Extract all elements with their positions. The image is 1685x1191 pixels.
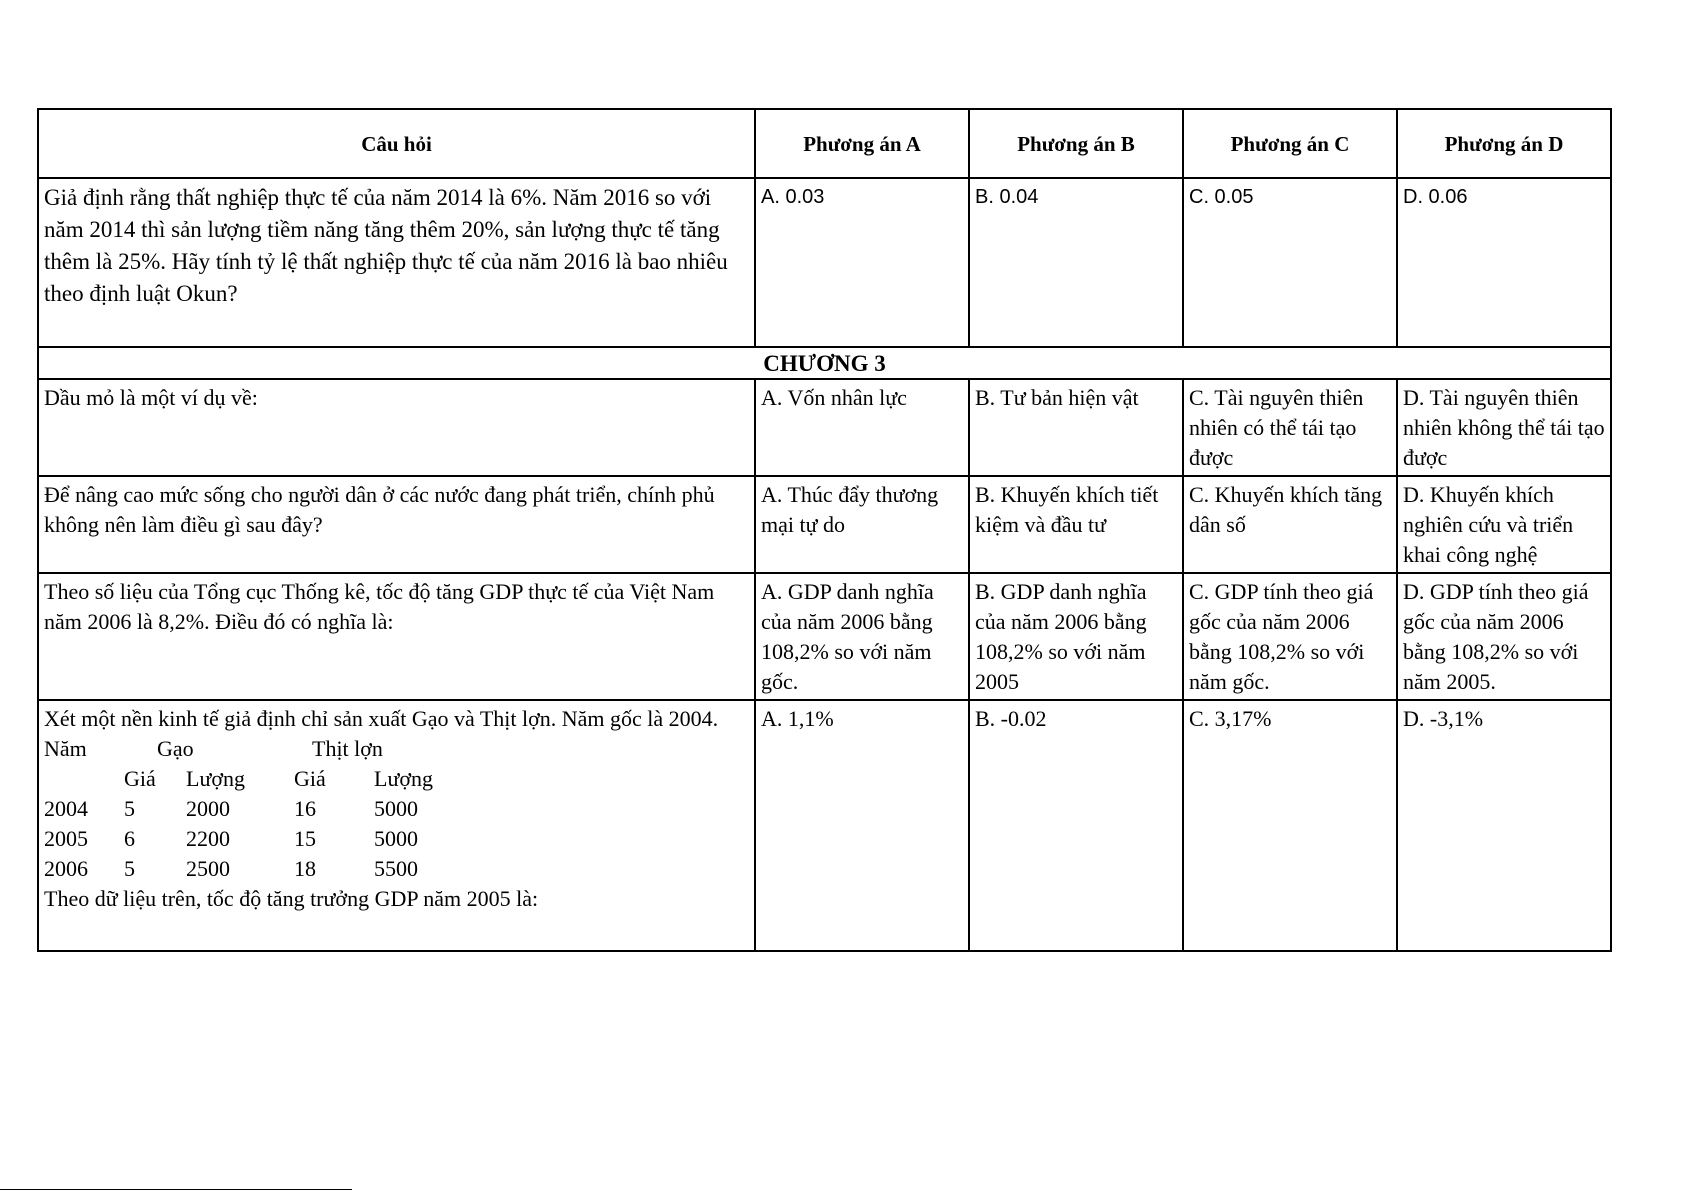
data-table-header — [44, 734, 749, 764]
option-c-cell: C. 3,17% — [1183, 700, 1397, 951]
footnote-separator — [0, 1189, 352, 1190]
header-option-c: Phương án C — [1183, 109, 1397, 178]
col-pork-label: Thịt lợn — [312, 736, 383, 761]
col-price-pork-label: Giá — [294, 766, 326, 791]
option-c-cell: C. 0.05 — [1183, 178, 1397, 347]
value-cell: 2500 — [186, 856, 230, 881]
option-b-cell: B. GDP danh nghĩa của năm 2006 bằng 108,2% so với năm 2005 — [969, 573, 1183, 700]
data-table-subheader — [44, 764, 749, 794]
option-b-cell: B. -0.02 — [969, 700, 1183, 951]
value-cell: 15 — [294, 826, 316, 851]
col-qty-rice-label: Lượng — [186, 766, 245, 791]
col-rice-label: Gạo — [157, 736, 194, 761]
question-cell: Theo số liệu của Tổng cục Thống kê, tốc độ tăng GDP thực tế của Việt Nam năm 2006 là 8,2%. Điều đó có nghĩa là: — [38, 573, 755, 700]
year-cell: 2005 — [44, 826, 88, 851]
option-d-cell: D. Tài nguyên thiên nhiên không thể tái tạo được — [1397, 379, 1611, 476]
value-cell: 5000 — [374, 796, 418, 821]
year-cell: 2006 — [44, 856, 88, 881]
header-option-b: Phương án B — [969, 109, 1183, 178]
value-cell: 16 — [294, 796, 316, 821]
year-cell: 2004 — [44, 796, 88, 821]
value-cell: 5 — [124, 856, 135, 881]
option-d-cell: D. Khuyến khích nghiên cứu và triển khai công nghệ — [1397, 476, 1611, 573]
option-a-cell: A. 1,1% — [755, 700, 969, 951]
value-cell: 2000 — [186, 796, 230, 821]
value-cell: 6 — [124, 826, 135, 851]
value-cell: 2200 — [186, 826, 230, 851]
option-b-cell: B. 0.04 — [969, 178, 1183, 347]
table-row — [38, 379, 1611, 476]
option-d-cell: D. -3,1% — [1397, 700, 1611, 951]
data-table-row — [44, 854, 749, 884]
header-option-a: Phương án A — [755, 109, 969, 178]
option-c-cell: C. Tài nguyên thiên nhiên có thể tái tạo được — [1183, 379, 1397, 476]
question-cell: Để nâng cao mức sống cho người dân ở các nước đang phát triển, chính phủ không nên làm điều gì sau đây? — [38, 476, 755, 573]
table-row — [38, 476, 1611, 573]
option-b-cell: B. Khuyến khích tiết kiệm và đầu tư — [969, 476, 1183, 573]
question-intro: Xét một nền kinh tế giả định chỉ sản xuất Gạo và Thịt lợn. Năm gốc là 2004. — [44, 706, 719, 731]
question-cell: Giả định rằng thất nghiệp thực tế của năm 2014 là 6%. Năm 2016 so với năm 2014 thì sản lượng tiềm năng tăng thêm 20%, sản lượng thực tế tăng thêm là 25%. Hãy tính tỷ lệ thất nghiệp thực tế của năm 2016 là bao nhiêu theo định luật Okun? — [38, 178, 755, 347]
question-cell: Dầu mỏ là một ví dụ về: — [38, 379, 755, 476]
col-price-rice-label: Giá — [124, 766, 156, 791]
table-row — [38, 573, 1611, 700]
value-cell: 5 — [124, 796, 135, 821]
table-header-row — [38, 109, 1611, 178]
chapter-row — [38, 347, 1611, 379]
value-cell: 5000 — [374, 826, 418, 851]
option-c-cell: C. Khuyến khích tăng dân số — [1183, 476, 1397, 573]
header-option-d: Phương án D — [1397, 109, 1611, 178]
question-end: Theo dữ liệu trên, tốc độ tăng trưởng GDP năm 2005 là: — [44, 886, 539, 911]
option-b-cell: B. Tư bản hiện vật — [969, 379, 1183, 476]
option-a-cell: A. 0.03 — [755, 178, 969, 347]
option-a-cell: A. GDP danh nghĩa của năm 2006 bằng 108,2% so với năm gốc. — [755, 573, 969, 700]
option-c-cell: C. GDP tính theo giá gốc của năm 2006 bằng 108,2% so với năm gốc. — [1183, 573, 1397, 700]
option-a-cell: A. Thúc đẩy thương mại tự do — [755, 476, 969, 573]
question-table — [37, 108, 1612, 952]
col-qty-pork-label: Lượng — [374, 766, 433, 791]
question-cell — [38, 700, 755, 951]
data-table-row — [44, 794, 749, 824]
value-cell: 18 — [294, 856, 316, 881]
value-cell: 5500 — [374, 856, 418, 881]
option-a-cell: A. Vốn nhân lực — [755, 379, 969, 476]
header-question: Câu hỏi — [38, 109, 755, 178]
chapter-heading: CHƯƠNG 3 — [38, 347, 1611, 379]
table-row — [38, 178, 1611, 347]
option-d-cell: D. GDP tính theo giá gốc của năm 2006 bằng 108,2% so với năm 2005. — [1397, 573, 1611, 700]
data-table-row — [44, 824, 749, 854]
col-year-label: Năm — [44, 736, 87, 761]
option-d-cell: D. 0.06 — [1397, 178, 1611, 347]
table-row — [38, 700, 1611, 951]
